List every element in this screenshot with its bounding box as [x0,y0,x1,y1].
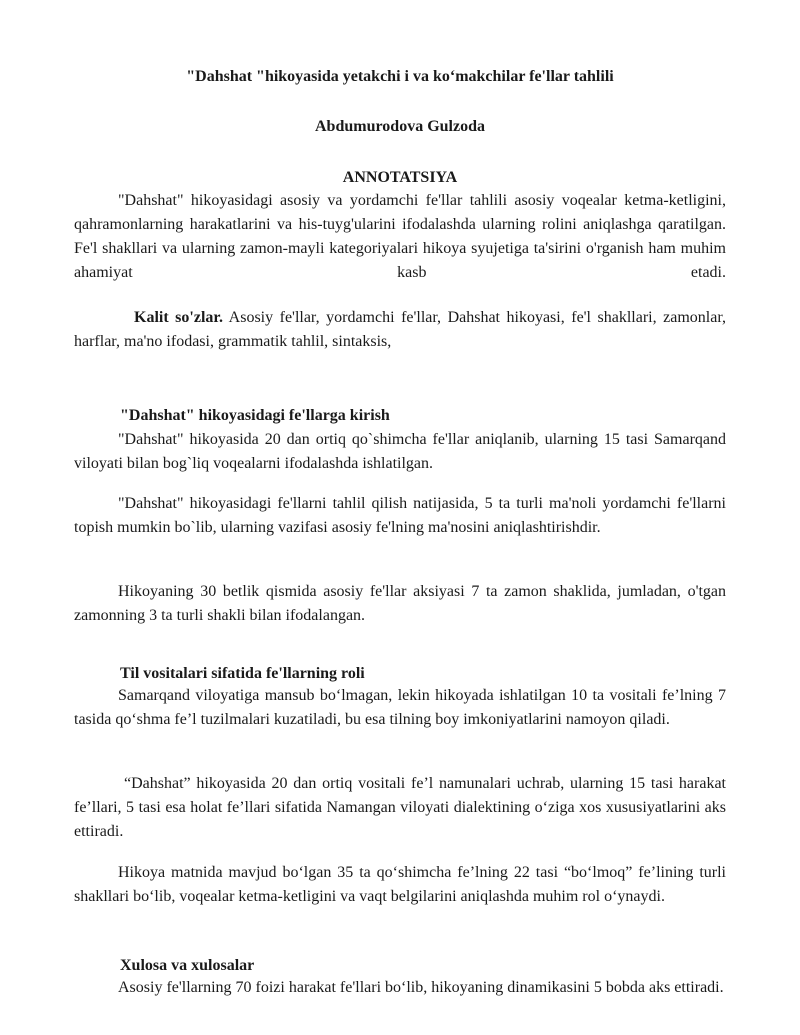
keywords-label: Kalit so'zlar. [134,309,224,326]
keywords-text: Asosiy fe'llar, yordamchi fe'llar, Dahshat hikoyasi, fe'l shakllari, zamonlar, harflar, ma'no ifodasi, grammatik tahlil, sintaksis, [74,309,727,350]
keywords-paragraph [74,306,726,354]
annotation-heading: ANNOTATSIYA [342,169,458,186]
document-author: Abdumurodova Gulzoda [315,118,485,135]
document-title: "Dahshat "hikoyasida yetakchi i va ko‘makchilar fe'llar tahlili [186,68,614,85]
section3-heading: Xulosa va xulosalar [120,957,255,974]
section2-paragraph-1: Samarqand viloyatiga mansub bo‘lmagan, lekin hikoyada ishlatilgan 10 ta vositali fe’lning 7 tasida qo‘shma fe’l tuzilmalari kuzatiladi, bu esa tilning boy imkoniyatlarini namoyon qiladi. [74,687,726,728]
section1-paragraph-1: "Dahshat" hikoyasida 20 dan ortiq qo`shimcha fe'llar aniqlanib, ularning 15 tasi Samarqand viloyati bilan bog`liq voqealarni ifodalashda ishlatilgan. [74,431,726,472]
section2-paragraph-3: Hikoya matnida mavjud bo‘lgan 35 ta qo‘shimcha fe’lning 22 tasi “bo‘lmoq” fe’lining turli shakllari bo‘lib, voqealar ketma-ketligini va vaqt belgilarini aniqlashda muhim rol o‘ynaydi. [74,864,726,905]
section3-paragraph-1: Asosiy fe'llarning 70 foizi harakat fe'llari bo‘lib, hikoyaning dinamikasini 5 bobda aks ettiradi. [118,979,724,996]
section1-paragraph-2: "Dahshat" hikoyasidagi fe'llarni tahlil qilish natijasida, 5 ta turli ma'noli yordamchi fe'llarni topish mumkin bo`lib, ularning vazifasi asosiy fe'lning ma'nosini aniqlashtirishdir. [74,495,726,536]
section2-paragraph-2: “Dahshat” hikoyasida 20 dan ortiq vositali fe’l namunalari uchrab, ularning 15 tasi harakat fe’llari, 5 tasi esa holat fe’llari sifatida Namangan viloyati dialektining o‘ziga xos xususiyatlarini aks ettiradi. [74,775,726,840]
section1-paragraph-3: Hikoyaning 30 betlik qismida asosiy fe'llar aksiyasi 7 ta zamon shaklida, jumladan, o'tgan zamonning 3 ta turli shakli bilan ifodalangan. [74,583,726,624]
annotation-text: "Dahshat" hikoyasidagi asosiy va yordamchi fe'llar tahlili asosiy voqealar ketma-ketligini, qahramonlarning harakatlarini va his-tuyg'ularini ifodalashda ularning rolini aniqlashga qaratilgan. Fe'l shakllari va ularning zamon-mayli kategoriyalari hikoya syujetiga ta'sirini o'rganish ham muhim ahamiyat kasb etadi. [74,192,726,281]
section1-heading: "Dahshat" hikoyasidagi fe'llarga kirish [120,407,390,424]
section2-heading: Til vositalari sifatida fe'llarning roli [120,665,365,682]
